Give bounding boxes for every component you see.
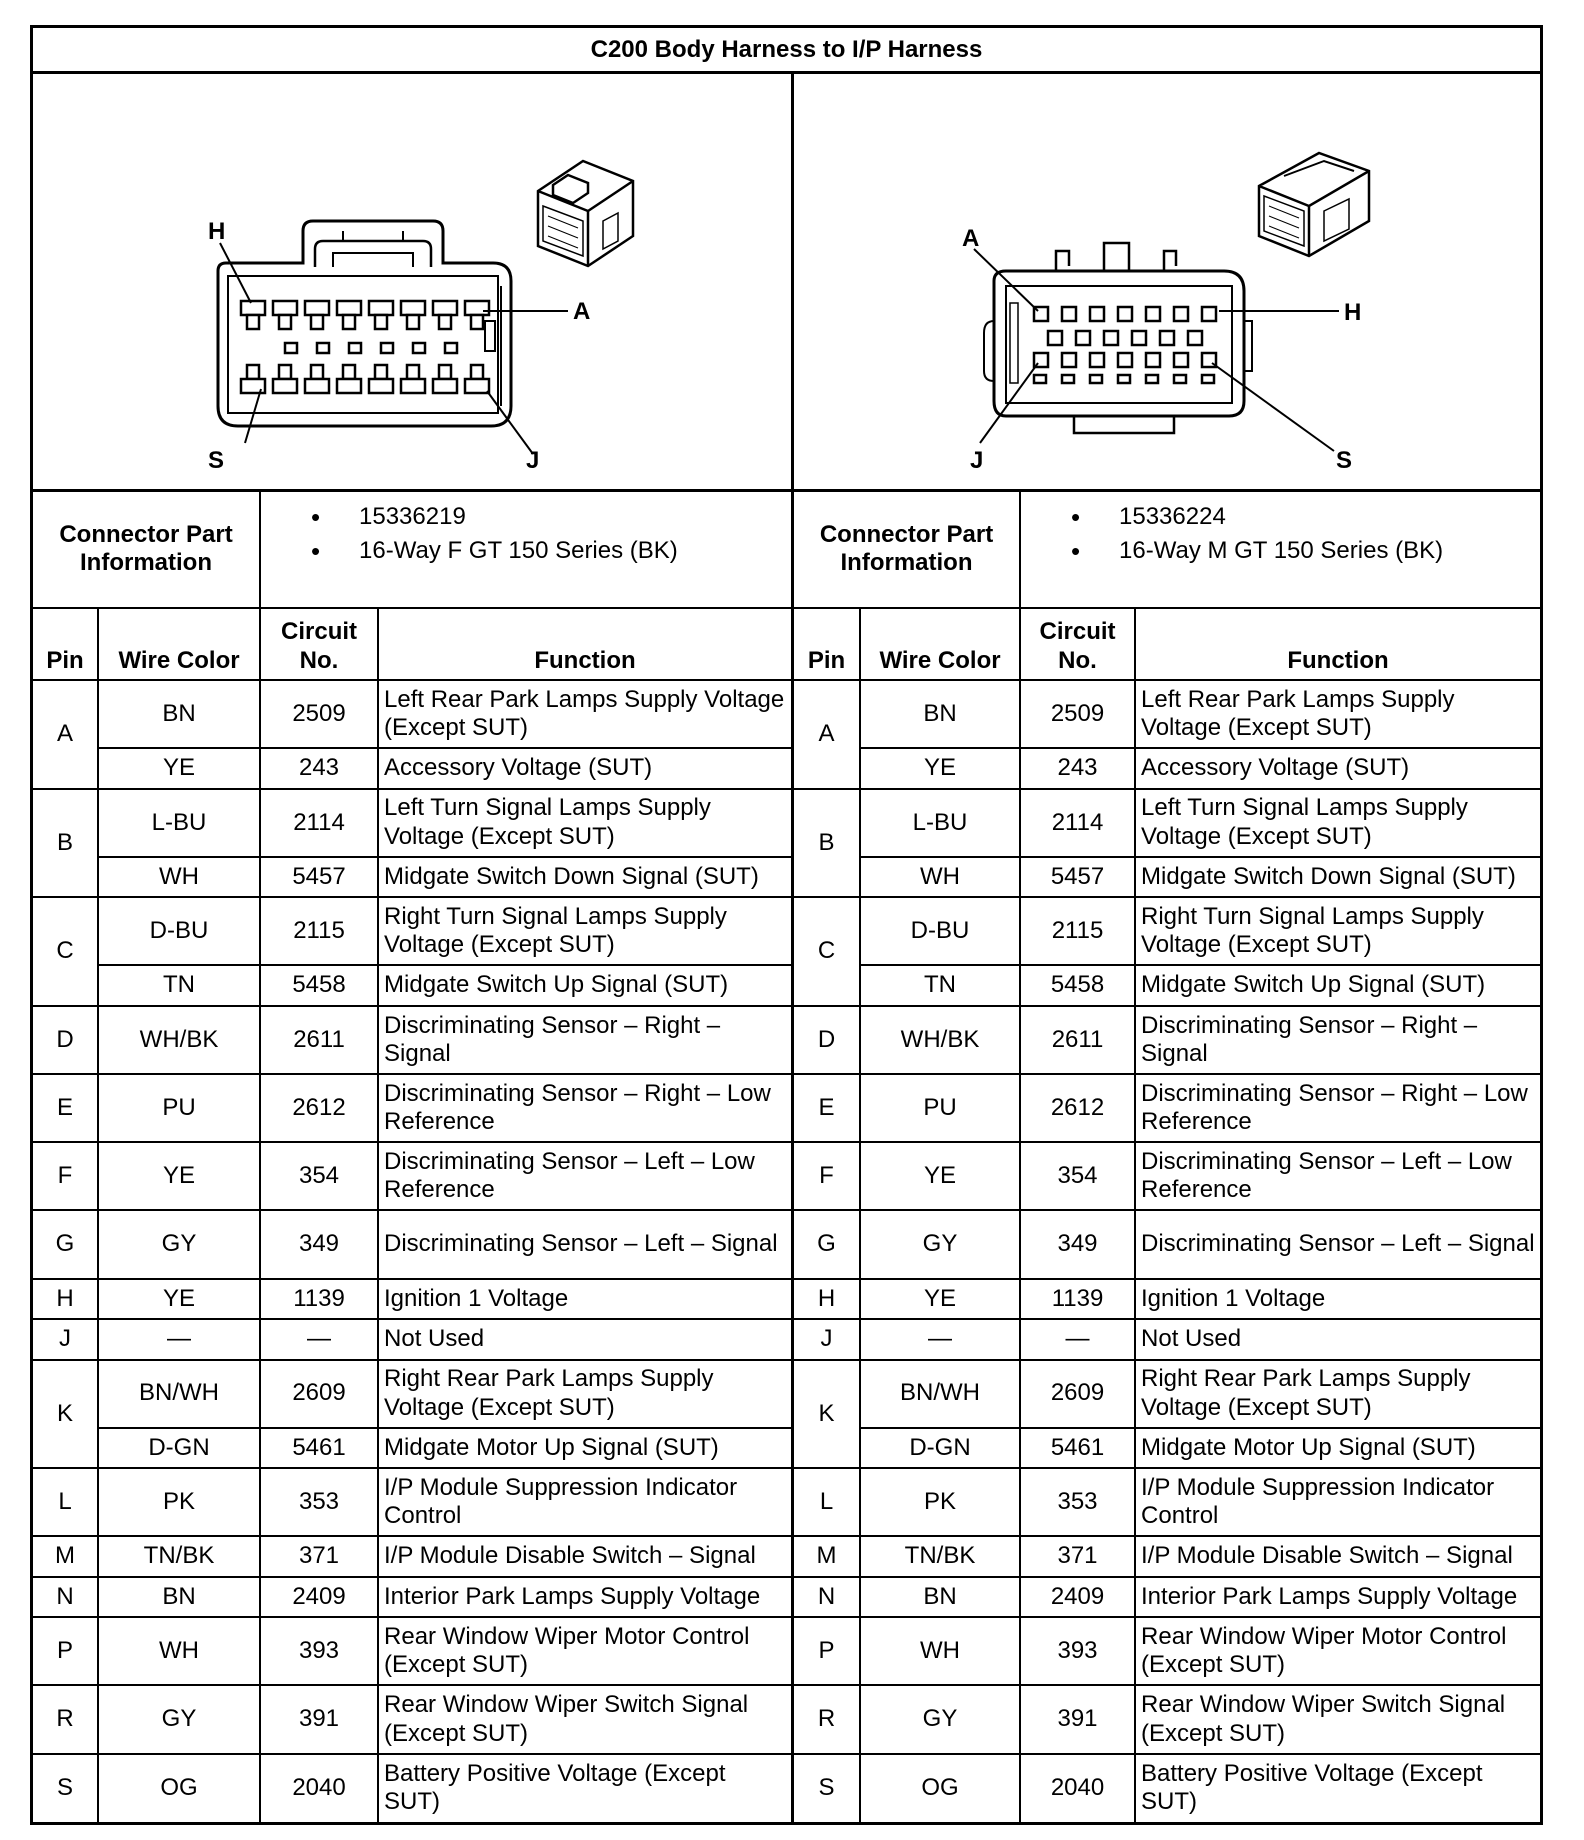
table-row — [33, 1577, 793, 1617]
circuit-cell: — — [260, 1319, 378, 1359]
pin-cell: P — [794, 1617, 860, 1685]
circuit-cell: 5458 — [260, 965, 378, 1005]
table-row — [794, 1279, 1540, 1319]
pin-cell: C — [794, 897, 860, 1006]
table-row — [33, 1754, 793, 1822]
circuit-cell: 1139 — [1020, 1279, 1135, 1319]
wire-color-header: Wire Color — [860, 608, 1020, 680]
female-connector-face-icon — [33, 71, 791, 489]
pin-header: Pin — [794, 608, 860, 680]
table-row — [33, 1319, 793, 1359]
pin-cell: H — [794, 1279, 860, 1319]
table-row — [33, 1074, 793, 1142]
wire-color-cell: D-BU — [860, 897, 1020, 965]
right-diagram-label-a: A — [962, 225, 980, 252]
wire-color-cell: L-BU — [860, 789, 1020, 857]
connector-part-row — [33, 492, 793, 608]
left-pin-table — [33, 492, 794, 1822]
wire-color-cell: TN/BK — [860, 1536, 1020, 1576]
pin-cell: R — [794, 1685, 860, 1753]
circuit-cell: 354 — [1020, 1142, 1135, 1210]
wire-color-cell: OG — [98, 1754, 260, 1822]
connector-part-label: Connector Part Information — [794, 492, 1020, 608]
part-description: • 16-Way M GT 150 Series (BK) — [1071, 534, 1528, 568]
wire-color-cell: BN — [860, 680, 1020, 748]
circuit-cell: 5457 — [1020, 857, 1135, 897]
function-cell: Discriminating Sensor – Right – Low Reference — [378, 1074, 792, 1142]
wire-color-cell: BN/WH — [860, 1360, 1020, 1428]
circuit-cell: 5461 — [260, 1428, 378, 1468]
wire-color-cell: GY — [98, 1210, 260, 1278]
function-cell: Ignition 1 Voltage — [378, 1279, 792, 1319]
pin-cell: F — [33, 1142, 98, 1210]
pin-cell: C — [33, 897, 98, 1006]
table-row — [33, 897, 793, 965]
pin-cell: G — [794, 1210, 860, 1278]
wire-color-cell: BN — [860, 1577, 1020, 1617]
function-cell: Ignition 1 Voltage — [1135, 1279, 1540, 1319]
table-row — [794, 897, 1540, 965]
table-row — [794, 1210, 1540, 1278]
table-row — [33, 1468, 793, 1536]
pin-cell: F — [794, 1142, 860, 1210]
function-cell: Discriminating Sensor – Left – Signal — [1135, 1210, 1540, 1278]
table-row — [794, 1319, 1540, 1359]
table-row — [33, 1279, 793, 1319]
function-cell: Left Rear Park Lamps Supply Voltage (Except SUT) — [378, 680, 792, 748]
circuit-cell: 353 — [1020, 1468, 1135, 1536]
wire-color-cell: GY — [860, 1685, 1020, 1753]
function-cell: Left Rear Park Lamps Supply Voltage (Except SUT) — [1135, 680, 1540, 748]
right-pin-table — [794, 492, 1540, 1822]
circuit-cell: 391 — [260, 1685, 378, 1753]
table-row — [794, 1360, 1540, 1428]
circuit-cell: 371 — [1020, 1536, 1135, 1576]
function-cell: Right Turn Signal Lamps Supply Voltage (Except SUT) — [1135, 897, 1540, 965]
wire-color-cell: D-BU — [98, 897, 260, 965]
table-row — [794, 1577, 1540, 1617]
pin-cell: R — [33, 1685, 98, 1753]
wire-color-cell: — — [860, 1319, 1020, 1359]
left-diagram-label-h: H — [208, 218, 226, 245]
circuit-cell: 2115 — [1020, 897, 1135, 965]
wire-color-cell: WH/BK — [860, 1006, 1020, 1074]
table-row — [794, 857, 1540, 897]
table-row — [794, 1685, 1540, 1753]
circuit-cell: 2114 — [1020, 789, 1135, 857]
circuit-cell: — — [1020, 1319, 1135, 1359]
wire-color-header: Wire Color — [98, 608, 260, 680]
table-row — [794, 1006, 1540, 1074]
pin-cell: P — [33, 1617, 98, 1685]
circuit-cell: 2115 — [260, 897, 378, 965]
circuit-cell: 243 — [260, 748, 378, 788]
wire-color-cell: BN — [98, 1577, 260, 1617]
wire-color-cell: PK — [860, 1468, 1020, 1536]
table-row — [794, 1074, 1540, 1142]
function-cell: Rear Window Wiper Switch Signal (Except SUT) — [378, 1685, 792, 1753]
table-row — [33, 1536, 793, 1576]
pin-header: Pin — [33, 608, 98, 680]
function-cell: Rear Window Wiper Motor Control (Except SUT) — [378, 1617, 792, 1685]
table-row — [33, 1210, 793, 1278]
function-cell: I/P Module Suppression Indicator Control — [1135, 1468, 1540, 1536]
circuit-header: Circuit No. — [260, 608, 378, 680]
connector-part-info — [260, 492, 792, 608]
right-diagram-label-s: S — [1336, 447, 1353, 474]
function-cell: Interior Park Lamps Supply Voltage — [378, 1577, 792, 1617]
right-diagram-label-h: H — [1344, 299, 1362, 326]
function-header: Function — [1135, 608, 1540, 680]
connector-sheet — [30, 25, 1543, 1825]
pin-cell: B — [794, 789, 860, 898]
function-cell: Midgate Motor Up Signal (SUT) — [378, 1428, 792, 1468]
left-diagram-label-j: J — [526, 447, 540, 474]
function-cell: Battery Positive Voltage (Except SUT) — [378, 1754, 792, 1822]
circuit-cell: 2611 — [260, 1006, 378, 1074]
table-row — [794, 1617, 1540, 1685]
pin-cell: L — [794, 1468, 860, 1536]
wire-color-cell: WH/BK — [98, 1006, 260, 1074]
wire-color-cell: PU — [98, 1074, 260, 1142]
pin-cell: L — [33, 1468, 98, 1536]
wire-color-cell: YE — [98, 1142, 260, 1210]
page-title: C200 Body Harness to I/P Harness — [33, 28, 1540, 74]
wire-color-cell: GY — [860, 1210, 1020, 1278]
wire-color-cell: TN — [98, 965, 260, 1005]
male-connector-icon — [1259, 153, 1369, 256]
wire-color-cell: L-BU — [98, 789, 260, 857]
table-row — [33, 1428, 793, 1468]
left-diagram-label-s: S — [208, 447, 225, 474]
wire-color-cell: GY — [98, 1685, 260, 1753]
pin-cell: M — [794, 1536, 860, 1576]
table-row — [794, 789, 1540, 857]
function-cell: Right Turn Signal Lamps Supply Voltage (Except SUT) — [378, 897, 792, 965]
pin-cell: D — [33, 1006, 98, 1074]
wire-color-cell: D-GN — [860, 1428, 1020, 1468]
pin-cell: J — [33, 1319, 98, 1359]
circuit-cell: 2040 — [260, 1754, 378, 1822]
wire-color-cell: TN — [860, 965, 1020, 1005]
function-header: Function — [378, 608, 792, 680]
function-cell: I/P Module Disable Switch – Signal — [378, 1536, 792, 1576]
table-row — [794, 1754, 1540, 1822]
function-cell: Discriminating Sensor – Right – Low Reference — [1135, 1074, 1540, 1142]
circuit-header: Circuit No. — [1020, 608, 1135, 680]
wire-color-cell: D-GN — [98, 1428, 260, 1468]
column-header-row — [33, 608, 793, 680]
table-row — [794, 1468, 1540, 1536]
circuit-cell: 349 — [260, 1210, 378, 1278]
table-row — [794, 748, 1540, 788]
connector-part-row — [794, 492, 1540, 608]
circuit-cell: 2612 — [260, 1074, 378, 1142]
connector-part-info — [1020, 492, 1540, 608]
wire-color-cell: YE — [860, 1142, 1020, 1210]
pin-cell: S — [33, 1754, 98, 1822]
function-cell: Discriminating Sensor – Left – Low Reference — [378, 1142, 792, 1210]
table-row — [33, 789, 793, 857]
wire-color-cell: PK — [98, 1468, 260, 1536]
function-cell: Discriminating Sensor – Right – Signal — [1135, 1006, 1540, 1074]
pin-cell: G — [33, 1210, 98, 1278]
pin-cell: M — [33, 1536, 98, 1576]
circuit-cell: 2409 — [260, 1577, 378, 1617]
wire-color-cell: WH — [860, 857, 1020, 897]
circuit-cell: 2611 — [1020, 1006, 1135, 1074]
table-row — [794, 965, 1540, 1005]
wire-color-cell: WH — [98, 1617, 260, 1685]
pin-cell: A — [794, 680, 860, 789]
function-cell: Midgate Switch Down Signal (SUT) — [1135, 857, 1540, 897]
circuit-cell: 349 — [1020, 1210, 1135, 1278]
circuit-cell: 2409 — [1020, 1577, 1135, 1617]
function-cell: Accessory Voltage (SUT) — [378, 748, 792, 788]
pin-cell: N — [33, 1577, 98, 1617]
circuit-cell: 5458 — [1020, 965, 1135, 1005]
table-row — [33, 857, 793, 897]
function-cell: Right Rear Park Lamps Supply Voltage (Except SUT) — [378, 1360, 792, 1428]
wire-color-cell: OG — [860, 1754, 1020, 1822]
function-cell: Rear Window Wiper Switch Signal (Except SUT) — [1135, 1685, 1540, 1753]
function-cell: Midgate Motor Up Signal (SUT) — [1135, 1428, 1540, 1468]
wire-color-cell: — — [98, 1319, 260, 1359]
table-row — [33, 1006, 793, 1074]
circuit-cell: 2509 — [1020, 680, 1135, 748]
function-cell: Midgate Switch Up Signal (SUT) — [1135, 965, 1540, 1005]
left-connector-diagram — [33, 71, 794, 489]
pin-cell: D — [794, 1006, 860, 1074]
wire-color-cell: WH — [98, 857, 260, 897]
table-row — [33, 1360, 793, 1428]
connector-part-label: Connector Part Information — [33, 492, 260, 608]
function-cell: Left Turn Signal Lamps Supply Voltage (Except SUT) — [1135, 789, 1540, 857]
function-cell: Not Used — [1135, 1319, 1540, 1359]
function-cell: I/P Module Suppression Indicator Control — [378, 1468, 792, 1536]
circuit-cell: 353 — [260, 1468, 378, 1536]
circuit-cell: 2114 — [260, 789, 378, 857]
table-row — [794, 1428, 1540, 1468]
part-number: • 15336219 — [311, 500, 779, 534]
pin-cell: S — [794, 1754, 860, 1822]
wire-color-cell: YE — [98, 1279, 260, 1319]
part-description: • 16-Way F GT 150 Series (BK) — [311, 534, 779, 568]
function-cell: Left Turn Signal Lamps Supply Voltage (Except SUT) — [378, 789, 792, 857]
function-cell: Discriminating Sensor – Left – Signal — [378, 1210, 792, 1278]
circuit-cell: 243 — [1020, 748, 1135, 788]
table-row — [794, 680, 1540, 748]
function-cell: I/P Module Disable Switch – Signal — [1135, 1536, 1540, 1576]
function-cell: Battery Positive Voltage (Except SUT) — [1135, 1754, 1540, 1822]
circuit-cell: 393 — [1020, 1617, 1135, 1685]
pin-cell: H — [33, 1279, 98, 1319]
wire-color-cell: BN/WH — [98, 1360, 260, 1428]
function-cell: Interior Park Lamps Supply Voltage — [1135, 1577, 1540, 1617]
right-diagram-label-j: J — [970, 447, 984, 474]
circuit-cell: 391 — [1020, 1685, 1135, 1753]
pin-cell: B — [33, 789, 98, 898]
column-header-row — [794, 608, 1540, 680]
wire-color-cell: WH — [860, 1617, 1020, 1685]
table-row — [794, 1536, 1540, 1576]
pin-tables — [33, 489, 1540, 1822]
left-diagram-label-a: A — [573, 298, 591, 325]
wire-color-cell: BN — [98, 680, 260, 748]
table-row — [33, 748, 793, 788]
part-number: • 15336224 — [1071, 500, 1528, 534]
pin-cell: K — [794, 1360, 860, 1469]
circuit-cell: 2609 — [1020, 1360, 1135, 1428]
circuit-cell: 354 — [260, 1142, 378, 1210]
pin-cell: E — [33, 1074, 98, 1142]
circuit-cell: 5461 — [1020, 1428, 1135, 1468]
circuit-cell: 5457 — [260, 857, 378, 897]
pin-cell: J — [794, 1319, 860, 1359]
circuit-cell: 1139 — [260, 1279, 378, 1319]
pin-cell: E — [794, 1074, 860, 1142]
circuit-cell: 2609 — [260, 1360, 378, 1428]
function-cell: Right Rear Park Lamps Supply Voltage (Except SUT) — [1135, 1360, 1540, 1428]
function-cell: Midgate Switch Up Signal (SUT) — [378, 965, 792, 1005]
table-row — [33, 965, 793, 1005]
pin-cell: N — [794, 1577, 860, 1617]
function-cell: Accessory Voltage (SUT) — [1135, 748, 1540, 788]
right-connector-diagram — [794, 71, 1540, 489]
circuit-cell: 371 — [260, 1536, 378, 1576]
female-connector-icon — [538, 161, 633, 266]
table-row — [33, 1142, 793, 1210]
function-cell: Midgate Switch Down Signal (SUT) — [378, 857, 792, 897]
wire-color-cell: PU — [860, 1074, 1020, 1142]
circuit-cell: 2040 — [1020, 1754, 1135, 1822]
circuit-cell: 2509 — [260, 680, 378, 748]
table-row — [33, 1617, 793, 1685]
table-row — [33, 680, 793, 748]
table-row — [794, 1142, 1540, 1210]
wire-color-cell: YE — [98, 748, 260, 788]
wire-color-cell: YE — [860, 748, 1020, 788]
function-cell: Discriminating Sensor – Right – Signal — [378, 1006, 792, 1074]
circuit-cell: 393 — [260, 1617, 378, 1685]
function-cell: Not Used — [378, 1319, 792, 1359]
pin-cell: K — [33, 1360, 98, 1469]
function-cell: Rear Window Wiper Motor Control (Except SUT) — [1135, 1617, 1540, 1685]
male-connector-face-icon — [794, 71, 1540, 489]
wire-color-cell: TN/BK — [98, 1536, 260, 1576]
wire-color-cell: YE — [860, 1279, 1020, 1319]
circuit-cell: 2612 — [1020, 1074, 1135, 1142]
pin-cell: A — [33, 680, 98, 789]
table-row — [33, 1685, 793, 1753]
function-cell: Discriminating Sensor – Left – Low Reference — [1135, 1142, 1540, 1210]
